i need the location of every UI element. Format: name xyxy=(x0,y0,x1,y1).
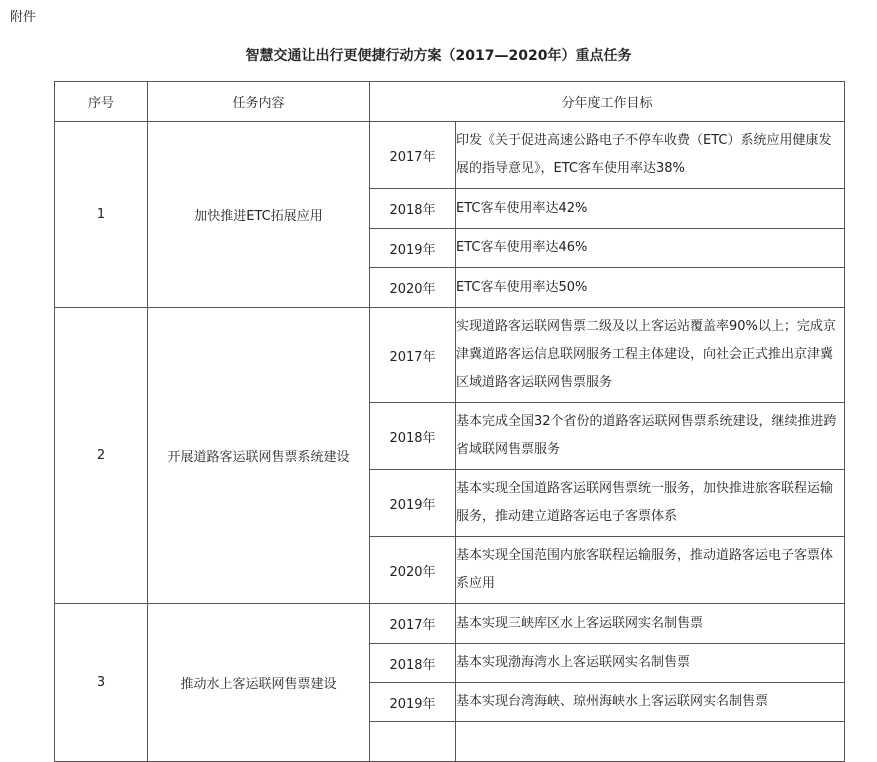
goal-cell: ETC客车使用率达50% xyxy=(456,268,845,308)
header-index: 序号 xyxy=(55,82,148,122)
year-cell: 2018年 xyxy=(370,644,456,683)
table-row xyxy=(55,122,845,189)
goal-cell: 基本实现三峡库区水上客运联网实名制售票 xyxy=(456,604,845,644)
task-content-cell: 开展道路客运联网售票系统建设 xyxy=(148,308,370,604)
year-cell: 2020年 xyxy=(370,537,456,604)
header-goals: 分年度工作目标 xyxy=(370,82,845,122)
task-index-cell: 2 xyxy=(55,308,148,604)
table-row xyxy=(55,308,845,403)
year-cell: 2020年 xyxy=(370,268,456,308)
goal-cell xyxy=(456,722,845,762)
goal-cell: 基本完成全国32个省份的道路客运联网售票系统建设，继续推进跨省域联网售票服务 xyxy=(456,403,845,470)
header-task: 任务内容 xyxy=(148,82,370,122)
task-content-cell: 推动水上客运联网售票建设 xyxy=(148,604,370,762)
year-cell: 2019年 xyxy=(370,470,456,537)
goal-cell: 基本实现台湾海峡、琼州海峡水上客运联网实名制售票 xyxy=(456,683,845,722)
attachment-label: 附件 xyxy=(10,10,37,25)
year-cell: 2017年 xyxy=(370,122,456,189)
task-index-cell: 1 xyxy=(55,122,148,308)
task-index-cell: 3 xyxy=(55,604,148,762)
year-cell xyxy=(370,722,456,762)
goal-cell: 基本实现全国范围内旅客联程运输服务，推动道路客运电子客票体系应用 xyxy=(456,537,845,604)
task-content-cell: 加快推进ETC拓展应用 xyxy=(148,122,370,308)
document-title: 智慧交通让出行更便捷行动方案（2017—2020年）重点任务 xyxy=(245,48,632,64)
table-row xyxy=(55,604,845,644)
goal-cell: 基本实现全国道路客运联网售票统一服务，加快推进旅客联程运输服务，推动建立道路客运电子客票体系 xyxy=(456,470,845,537)
goal-cell: 印发《关于促进高速公路电子不停车收费（ETC）系统应用健康发展的指导意见》，ETC客车使用率达38% xyxy=(456,122,845,189)
year-cell: 2019年 xyxy=(370,229,456,268)
year-cell: 2017年 xyxy=(370,604,456,644)
year-cell: 2019年 xyxy=(370,683,456,722)
goal-cell: 实现道路客运联网售票二级及以上客运站覆盖率90%以上；完成京津冀道路客运信息联网服务工程主体建设，向社会正式推出京津冀区域道路客运联网售票服务 xyxy=(456,308,845,403)
goal-cell: 基本实现渤海湾水上客运联网实名制售票 xyxy=(456,644,845,683)
year-cell: 2018年 xyxy=(370,403,456,470)
year-cell: 2018年 xyxy=(370,189,456,229)
year-cell: 2017年 xyxy=(370,308,456,403)
goal-cell: ETC客车使用率达46% xyxy=(456,229,845,268)
table-header-row xyxy=(55,82,845,122)
goal-cell: ETC客车使用率达42% xyxy=(456,189,845,229)
key-tasks-table xyxy=(54,81,845,762)
